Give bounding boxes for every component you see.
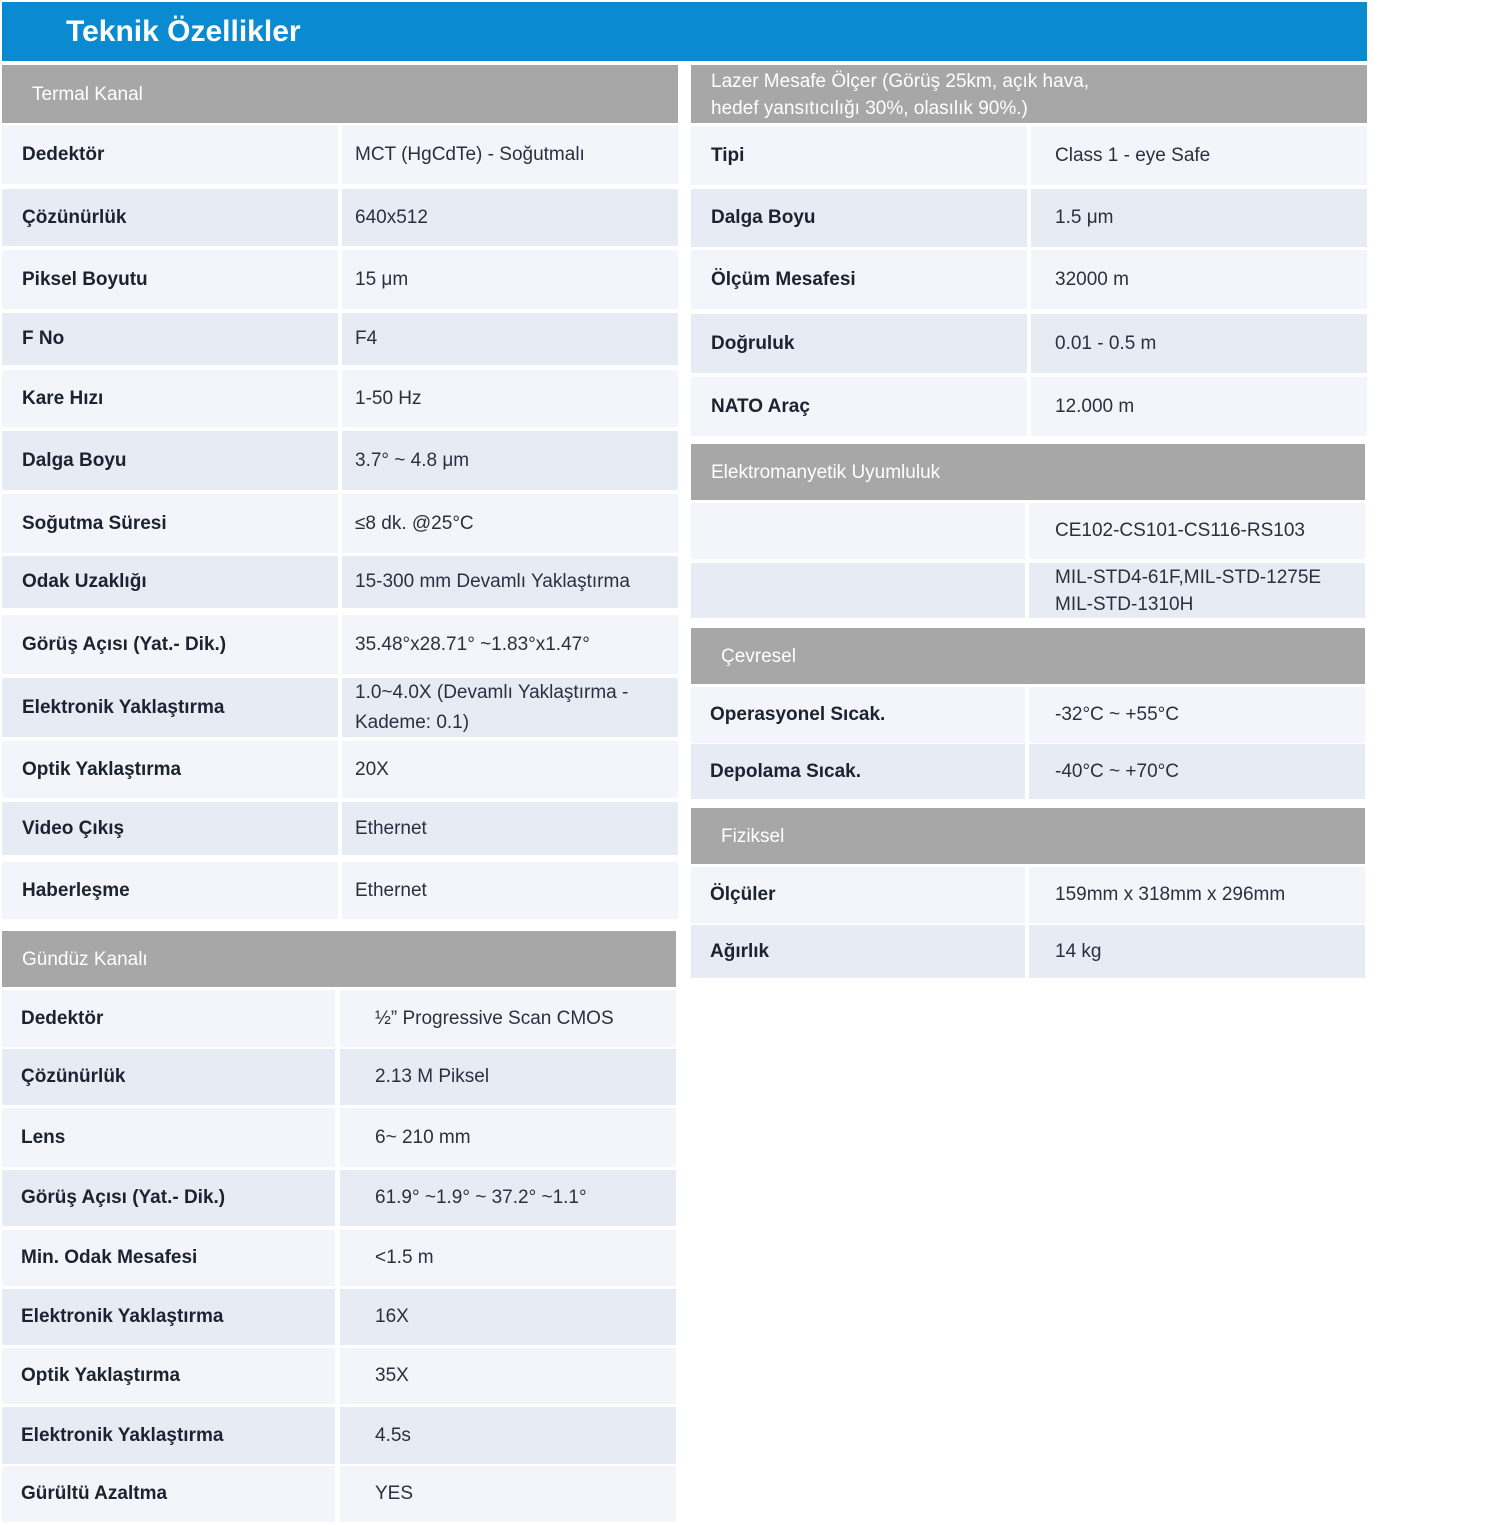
spec-value-cell <box>342 125 678 184</box>
table-row <box>2 494 678 553</box>
spec-label: NATO Araç <box>711 395 810 417</box>
spec-value: 640x512 <box>355 206 428 228</box>
spec-value-cell <box>342 678 678 737</box>
spec-value-cell <box>340 1049 676 1105</box>
spec-value-cell <box>342 313 678 365</box>
spec-value-cell <box>342 615 678 674</box>
spec-label: Doğruluk <box>711 332 795 354</box>
spec-label: Piksel Boyutu <box>22 268 148 290</box>
spec-value-cell <box>342 370 678 427</box>
spec-value-cell <box>340 1289 676 1345</box>
section-header-termal <box>2 65 678 123</box>
spec-value: 159mm x 318mm x 296mm <box>1055 884 1286 905</box>
spec-value-cell <box>342 250 678 309</box>
spec-value-cell <box>1031 377 1367 436</box>
spec-label: Odak Uzaklığı <box>22 571 147 592</box>
spec-value: Class 1 - eye Safe <box>1055 144 1211 166</box>
spec-label: Görüş Açısı (Yat.- Dik.) <box>22 633 227 655</box>
section-title-gunduz: Gündüz Kanalı <box>22 949 148 970</box>
spec-label-cell <box>2 1348 335 1404</box>
spec-value-cell <box>340 1348 676 1404</box>
spec-value: Ethernet <box>355 879 427 901</box>
section-header-fiziksel <box>691 808 1365 864</box>
spec-value: 15-300 mm Devamlı Yaklaştırma <box>355 571 630 592</box>
spec-label: Optik Yaklaştırma <box>21 1365 181 1386</box>
spec-label: Elektronik Yaklaştırma <box>21 1424 224 1446</box>
spec-label-cell <box>691 250 1027 309</box>
spec-label-cell <box>2 431 338 490</box>
spec-value-cell <box>1029 503 1365 559</box>
spec-value-cell <box>1029 744 1365 799</box>
table-row <box>691 314 1367 373</box>
spec-value-cell <box>1029 687 1365 743</box>
spec-label: Video Çıkış <box>22 817 125 839</box>
spec-value-cell <box>340 1230 676 1286</box>
spec-label-cell <box>691 744 1025 799</box>
spec-value: MCT (HgCdTe) - Soğutmalı <box>355 143 585 165</box>
spec-label: Soğutma Süresi <box>22 512 167 534</box>
table-row <box>2 1049 676 1105</box>
spec-value: 16X <box>375 1306 409 1327</box>
spec-label-cell <box>2 494 338 553</box>
table-row <box>2 1466 676 1522</box>
spec-label-cell <box>2 556 338 608</box>
spec-label: Dedektör <box>21 1007 104 1029</box>
spec-label: Çözünürlük <box>22 206 127 228</box>
table-row <box>2 802 678 855</box>
spec-label-cell <box>2 1170 335 1226</box>
spec-value-cell <box>342 802 678 855</box>
table-row <box>2 615 678 674</box>
section-title-emc: Elektromanyetik Uyumluluk <box>711 462 941 483</box>
table-row <box>2 1407 676 1464</box>
spec-value: 15 μm <box>355 268 409 290</box>
spec-value: YES <box>375 1483 414 1504</box>
spec-label-cell <box>691 925 1025 978</box>
spec-value-cell <box>342 431 678 490</box>
spec-value: 32000 m <box>1055 268 1129 290</box>
table-row <box>2 125 678 184</box>
spec-value-cell <box>1029 867 1365 923</box>
spec-value: 3.7° ~ 4.8 μm <box>355 449 470 471</box>
table-row <box>2 189 678 246</box>
spec-label-cell <box>2 741 338 798</box>
spec-label-cell <box>2 1407 335 1464</box>
table-row <box>2 990 676 1047</box>
table-row <box>691 925 1365 978</box>
spec-value: 35X <box>375 1365 409 1386</box>
spec-label-cell <box>2 189 338 246</box>
table-row <box>2 556 678 608</box>
spec-label-cell <box>2 990 335 1047</box>
spec-value-cell <box>1031 189 1367 247</box>
spec-label: Çözünürlük <box>21 1066 126 1087</box>
spec-label: Ölçüm Mesafesi <box>711 268 856 290</box>
table-row <box>691 503 1365 559</box>
spec-label: Elektronik Yaklaştırma <box>21 1306 224 1327</box>
spec-label-cell <box>2 1230 335 1286</box>
title-bar <box>2 2 1367 61</box>
spec-value: 20X <box>355 758 389 780</box>
spec-value: 4.5s <box>375 1424 411 1446</box>
spec-value-cell <box>342 494 678 553</box>
spec-value-cell <box>340 1466 676 1522</box>
table-row <box>691 377 1367 436</box>
spec-label-cell <box>2 1289 335 1345</box>
spec-label: Operasyonel Sıcak. <box>710 704 886 725</box>
spec-label-cell <box>2 862 338 919</box>
table-row <box>2 1170 676 1226</box>
spec-label-cell <box>691 377 1027 436</box>
table-row <box>2 1230 676 1286</box>
table-row <box>2 741 678 798</box>
spec-value: 1-50 Hz <box>355 387 422 409</box>
spec-label-cell <box>2 313 338 365</box>
spec-label: Depolama Sıcak. <box>710 760 862 782</box>
table-row <box>2 250 678 309</box>
spec-label-cell <box>2 802 338 855</box>
spec-label: Dalga Boyu <box>711 207 816 228</box>
section-title-termal: Termal Kanal <box>32 84 143 105</box>
spec-value: 14 kg <box>1055 940 1102 962</box>
spec-label-cell <box>691 189 1027 247</box>
spec-label: Dedektör <box>22 143 105 165</box>
spec-value-cell <box>342 862 678 919</box>
spec-value: 0.01 - 0.5 m <box>1055 332 1157 354</box>
section-title-lazer-line2: hedef yansıtıcılığı 30%, olasılık 90%.) <box>711 98 1028 119</box>
spec-value: -32°C ~ +55°C <box>1055 704 1179 725</box>
section-header-emc <box>691 444 1365 500</box>
section-title-lazer-line1: Lazer Mesafe Ölçer (Görüş 25km, açık hava, <box>711 71 1090 92</box>
spec-value: 12.000 m <box>1055 395 1135 417</box>
table-row <box>691 189 1367 247</box>
spec-label: Ölçüler <box>710 884 776 905</box>
table-row <box>691 126 1367 185</box>
spec-label-cell <box>2 1049 335 1105</box>
table-row <box>2 1289 676 1345</box>
page-title: Teknik Özellikler <box>66 15 301 48</box>
table-row <box>691 687 1365 743</box>
spec-value: ½” Progressive Scan CMOS <box>375 1007 614 1029</box>
spec-value: CE102-CS101-CS116-RS103 <box>1055 520 1305 541</box>
spec-label: Optik Yaklaştırma <box>22 758 182 780</box>
spec-label: Kare Hızı <box>22 387 104 409</box>
spec-label-cell <box>2 1108 335 1167</box>
spec-value: 6~ 210 mm <box>375 1126 471 1148</box>
spec-value-cell <box>342 741 678 798</box>
spec-label-cell <box>691 687 1025 743</box>
spec-value-cell <box>1029 563 1365 618</box>
spec-label: Lens <box>21 1126 66 1148</box>
spec-value-cell <box>1031 314 1367 373</box>
table-row <box>2 678 678 737</box>
spec-value: <1.5 m <box>375 1247 434 1268</box>
spec-value-cell <box>340 990 676 1047</box>
spec-label-cell <box>2 370 338 427</box>
spec-label: Haberleşme <box>22 879 130 901</box>
spec-label-cell <box>691 563 1025 618</box>
spec-value: 2.13 M Piksel <box>375 1066 490 1087</box>
spec-label: Görüş Açısı (Yat.- Dik.) <box>21 1187 226 1208</box>
spec-label-cell <box>2 615 338 674</box>
spec-label: F No <box>22 328 65 349</box>
table-row <box>2 370 678 427</box>
spec-label: Tipi <box>711 144 745 166</box>
spec-label: Ağırlık <box>710 940 770 962</box>
spec-value: 1.5 μm <box>1055 207 1114 228</box>
spec-value-cell <box>340 1407 676 1464</box>
spec-value: ≤8 dk. @25°C <box>355 512 474 534</box>
table-row <box>691 563 1365 618</box>
section-header-gunduz <box>2 931 676 987</box>
table-row <box>2 313 678 365</box>
spec-label: Elektronik Yaklaştırma <box>22 696 225 718</box>
spec-label: Dalga Boyu <box>22 449 127 471</box>
spec-label-cell <box>2 250 338 309</box>
spec-value-cell <box>340 1108 676 1167</box>
spec-value: F4 <box>355 328 378 349</box>
spec-label: Gürültü Azaltma <box>21 1483 168 1504</box>
spec-value: 1.0~4.0X (Devamlı Yaklaştırma - Kademe: 0.1) <box>355 681 629 733</box>
spec-value-cell <box>1031 126 1367 185</box>
table-row <box>2 431 678 490</box>
spec-value-cell <box>342 556 678 608</box>
section-title-fiziksel: Fiziksel <box>721 826 785 847</box>
table-row <box>691 250 1367 309</box>
spec-value: 61.9° ~1.9° ~ 37.2° ~1.1° <box>375 1187 587 1208</box>
table-row <box>691 744 1365 799</box>
spec-value-cell <box>340 1170 676 1226</box>
spec-value: MIL-STD4-61F,MIL-STD-1275E MIL-STD-1310H <box>1055 566 1322 615</box>
table-row <box>2 862 678 919</box>
spec-label: Min. Odak Mesafesi <box>21 1247 198 1268</box>
spec-value-cell <box>342 189 678 246</box>
spec-value: -40°C ~ +70°C <box>1055 760 1179 782</box>
spec-value-cell <box>1031 250 1367 309</box>
section-header-cevresel <box>691 628 1365 684</box>
spec-value: 35.48°x28.71° ~1.83°x1.47° <box>355 633 590 655</box>
spec-label-cell <box>691 503 1025 559</box>
spec-label-cell <box>2 1466 335 1522</box>
spec-label-cell <box>2 678 338 737</box>
spec-label-cell <box>691 314 1027 373</box>
table-row <box>2 1348 676 1404</box>
spec-label-cell <box>691 126 1027 185</box>
section-title-cevresel: Çevresel <box>721 646 796 667</box>
spec-label-cell <box>2 125 338 184</box>
spec-label-cell <box>691 867 1025 923</box>
section-header-lazer <box>691 65 1367 123</box>
table-row <box>691 867 1365 923</box>
spec-value-cell <box>1029 925 1365 978</box>
table-row <box>2 1108 676 1167</box>
spec-value: Ethernet <box>355 817 427 839</box>
